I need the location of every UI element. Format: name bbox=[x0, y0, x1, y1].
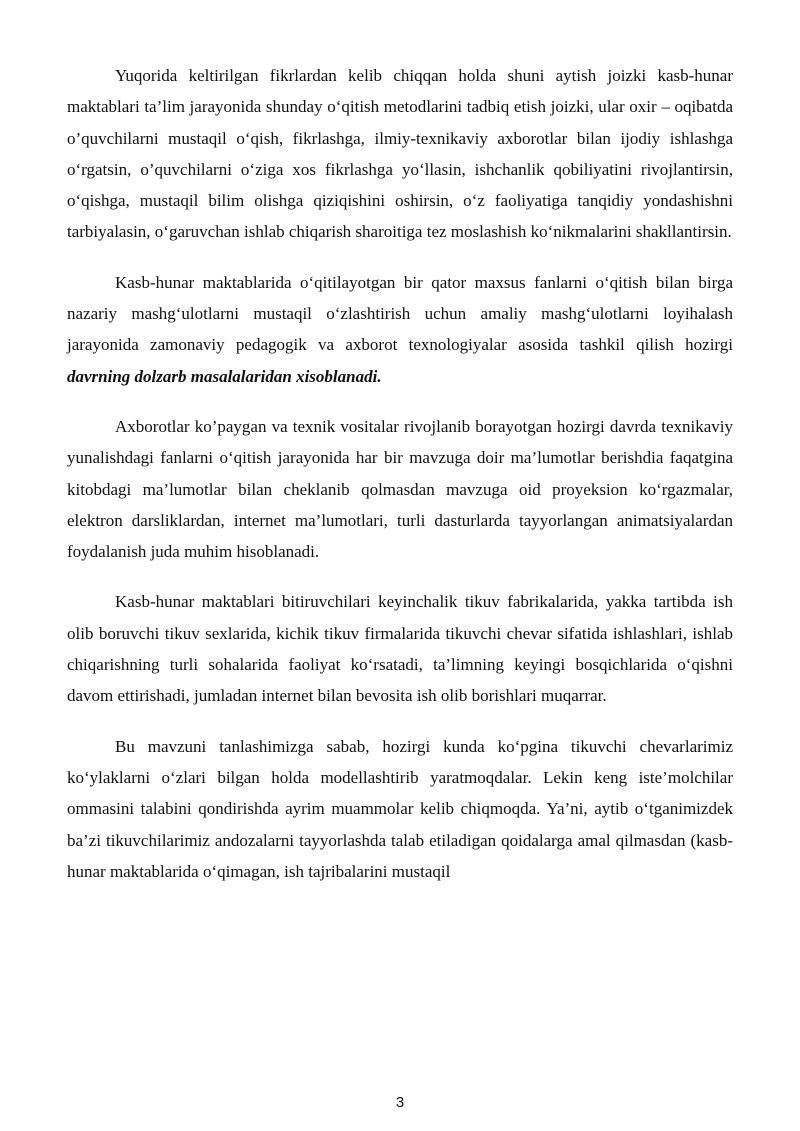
paragraph-2-text: Kasb-hunar maktablarida o‘qitilayotgan bir qator maxsus fanlarni o‘qitish bilan birga nazariy mashg‘ulotlarni mustaqil o‘zlashtirish uchun amaliy mashg‘ulotlarni loyihalash jarayonida zamonaviy pedagogik va axborot texnologiyalar asosida tashkil qilish hozirgi bbox=[67, 272, 733, 355]
paragraph-5 bbox=[67, 731, 733, 887]
paragraph-1 bbox=[67, 60, 733, 248]
paragraph-3 bbox=[67, 411, 733, 567]
paragraph-2 bbox=[67, 267, 733, 392]
paragraph-5-text: Bu mavzuni tanlashimizga sabab, hozirgi kunda ko‘pgina tikuvchi chevarlarimiz ko‘ylaklarni o‘zlari bilgan holda modellashtirib yaratmoqdalar. Lekin keng iste’molchilar ommasini talabini qondirishda ayrim muammolar kelib chiqmoqda. Ya’ni, aytib o‘tganimizdek ba’zi tikuvchilarimiz andozalarni tayyorlashda talab etiladigan qoidalarga amal qilmasdan (kasb-hunar maktablarida o‘qimagan, ish tajribalarini mustaqil bbox=[67, 736, 733, 881]
paragraph-1-text: Yuqorida keltirilgan fikrlardan kelib chiqqan holda shuni aytish joizki kasb-hunar maktablari ta’lim jarayonida shunday o‘qitish metodlarini tadbiq etish joizki, ular oxir – oqibatda o’quvchilarni mustaqil o‘qish, fikrlashga, ilmiy-texnikaviy axborotlar bilan ijodiy ishlashga o‘rgatsin, o’quvchilarni o‘ziga xos fikrlashga yo‘llasin, ishchanlik qobiliyatini rivojlantirsin, o‘qishga, mustaqil bilim olishga qiziqishini oshirsin, o‘z faoliyatiga tanqidiy yondashishni tarbiyalasin, o‘garuvchan ishlab chiqarish sharoitiga tez moslashish ko‘nikmalarini shakllantirsin. bbox=[67, 66, 733, 242]
paragraph-3-text: Axborotlar ko’paygan va texnik vositalar rivojlanib borayotgan hozirgi davrda texnikaviy yunalishdagi fanlarni o‘qitish jarayonida har bir mavzuga doir ma’lumotlar berishdia faqatgina kitobdagi ma’lumotlar bilan cheklanib qolmasdan mavzuga oid proyeksion ko‘rgazmalar, elektron darsliklardan, internet ma’lumotlari, turli dasturlarda tayyorlangan animatsiyalardan foydalanish juda muhim hisoblanadi. bbox=[67, 416, 733, 562]
paragraph-4 bbox=[67, 586, 733, 711]
paragraph-4-text: Kasb-hunar maktablari bitiruvchilari keyinchalik tikuv fabrikalarida, yakka tartibda ish olib boruvchi tikuv sexlarida, kichik tikuv firmalarida tikuvchi chevar sifatida ishlashlari, ishlab chiqarishning turli sohalarida faoliyat ko‘rsatadi, ta’limning keyingi bosqichlarida o‘qishni davom ettirishadi, jumladan internet bilan bevosita ish olib borishlari muqarrar. bbox=[67, 592, 733, 706]
paragraph-2-emphasis: davrning dolzarb masalalaridan xisoblanadi. bbox=[67, 366, 382, 386]
page-number: 3 bbox=[395, 1094, 405, 1111]
